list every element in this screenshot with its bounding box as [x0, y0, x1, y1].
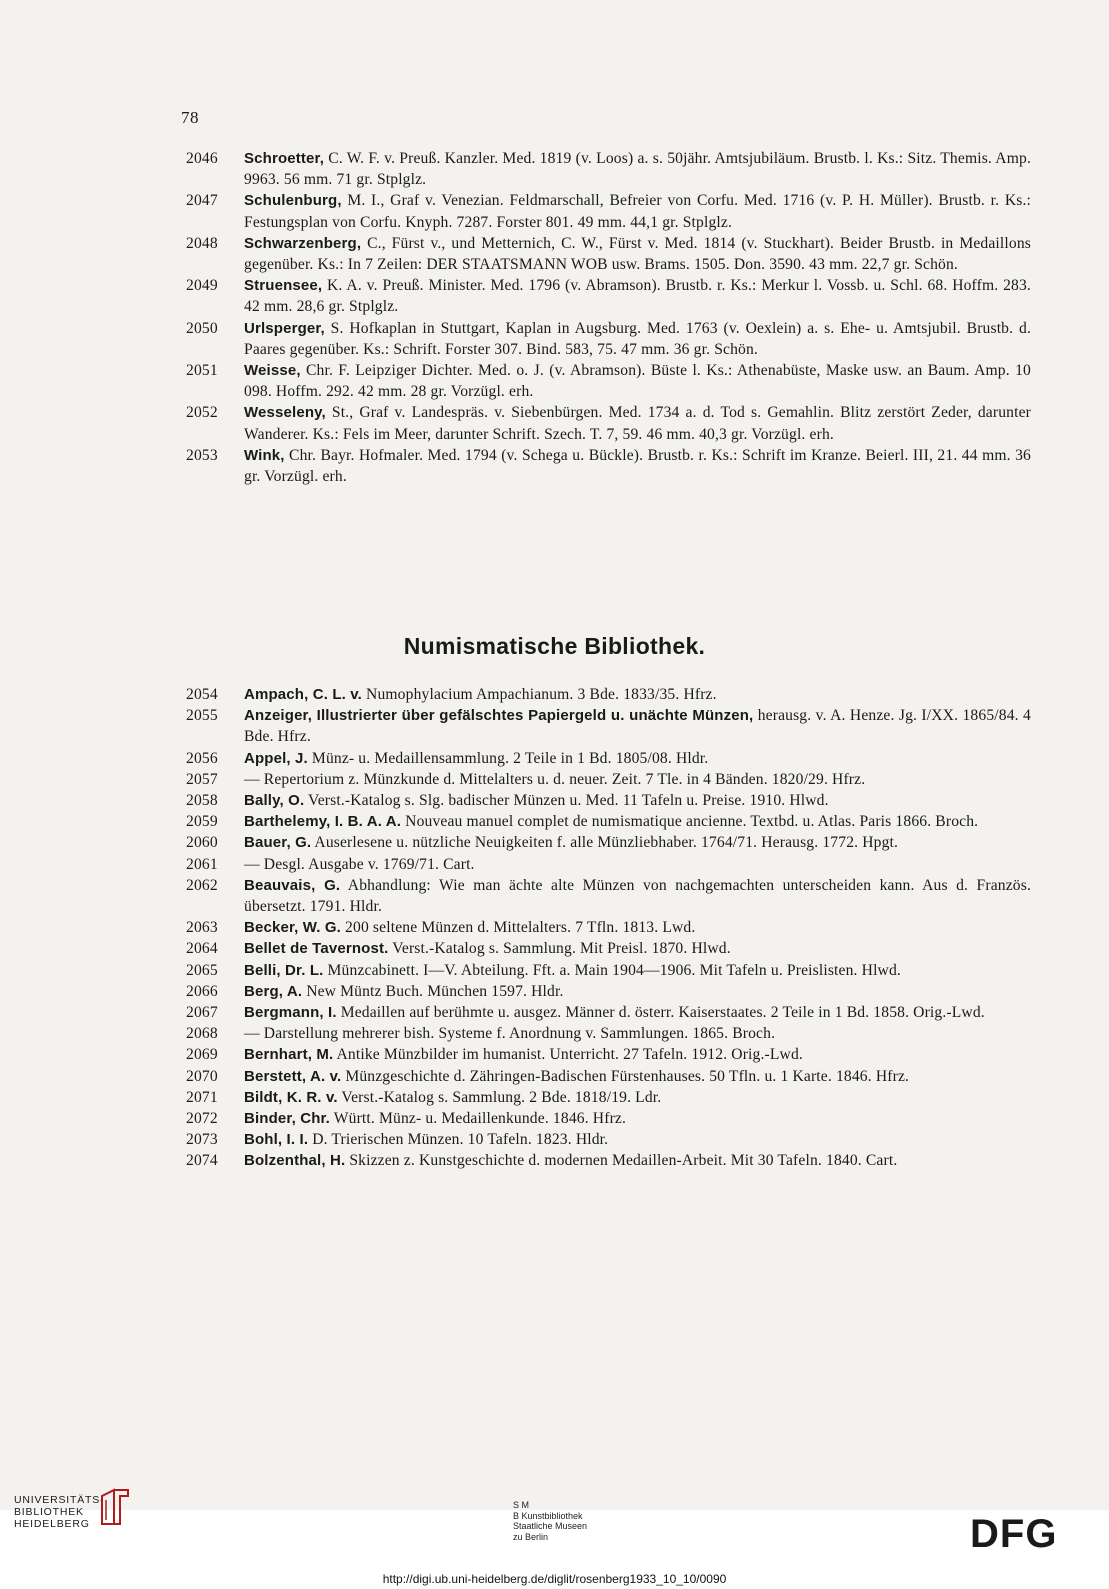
entry-number: 2059: [186, 813, 218, 831]
entry-description: Verst.-Katalog s. Sammlung. 2 Bde. 1818/19. Ldr.: [337, 1088, 662, 1106]
entry-number: 2049: [186, 277, 218, 295]
entry-number: 2056: [186, 749, 218, 767]
entry-number: 2064: [186, 940, 218, 958]
entry-name: Berg, A.: [244, 982, 303, 1000]
entry-description: Skizzen z. Kunstgeschichte d. modernen Medaillen-Arbeit. Mit 30 Tafeln. 1840. Cart.: [345, 1152, 898, 1170]
entry-name: Binder, Chr.: [244, 1110, 330, 1128]
entry-number: 2047: [186, 192, 218, 210]
entry-description: Chr. Bayr. Hofmaler. Med. 1794 (v. Schega u. Bückle). Brustb. r. Ks.: Schrift im Kranze. Beierl. III, 21. 44 mm. 36 gr. Vorzügl. erh.: [244, 446, 1031, 486]
entry-number: 2048: [186, 234, 218, 252]
entry-name: Struensee,: [244, 277, 323, 295]
entry-description: Münzgeschichte d. Zähringen-Badischen Fürstenhauses. 50 Tfln. u. 1 Karte. 1846. Hfrz.: [341, 1067, 910, 1085]
entry-number: 2061: [186, 855, 218, 873]
entry-name: Appel, J.: [244, 749, 308, 767]
catalog-entry: [186, 938, 1031, 959]
catalog-entry: [186, 917, 1031, 938]
entry-name: Schulenburg,: [244, 192, 342, 210]
entry-name: Bauer, G.: [244, 834, 312, 852]
catalog-entry: [186, 769, 1031, 790]
entry-number: 2072: [186, 1110, 218, 1128]
entry-number: 2055: [186, 707, 218, 725]
entry-name: Schroetter,: [244, 150, 325, 167]
smb-line-1: S M: [513, 1500, 530, 1510]
catalog-entry: [186, 275, 1031, 317]
entry-description: — Darstellung mehrerer bish. Systeme f. Anordnung v. Sammlungen. 1865. Broch.: [244, 1025, 776, 1043]
smb-line-3: Staatliche Museen: [513, 1521, 588, 1531]
entry-number: 2074: [186, 1152, 218, 1170]
entry-number: 2070: [186, 1067, 218, 1085]
catalog-entry: [186, 960, 1031, 981]
entry-name: Weisse,: [244, 362, 301, 380]
entry-name: Berstett, A. v.: [244, 1067, 342, 1085]
ub-logo-line-2: BIBLIOTHEK: [14, 1506, 84, 1518]
entry-description: — Repertorium z. Münzkunde d. Mittelalters u. d. neuer. Zeit. 7 Tle. in 4 Bänden. 1820/29. Hfrz.: [244, 770, 866, 788]
entry-description: D. Trierischen Münzen. 10 Tafeln. 1823. Hldr.: [308, 1131, 609, 1149]
entry-number: 2067: [186, 1004, 218, 1022]
entry-description: Numophylacium Ampachianum. 3 Bde. 1833/35. Hfrz.: [361, 686, 717, 703]
entry-description: K. A. v. Preuß. Minister. Med. 1796 (v. Abramson). Brustb. r. Ks.: Merkur l. Vossb. u. Schl. 68. Hoffm. 283. 42 mm. 28,6 gr. Stplglz.: [244, 277, 1031, 316]
entry-name: Bernhart, M.: [244, 1046, 334, 1064]
catalog-entry: [186, 705, 1031, 747]
smb-line-2: B Kunstbibliothek: [513, 1510, 583, 1521]
entry-number: 2051: [186, 362, 218, 380]
entry-number: 2057: [186, 770, 218, 788]
catalog-entry: [186, 1066, 1031, 1087]
entry-number: 2068: [186, 1025, 218, 1043]
ub-heidelberg-logo[interactable]: [14, 1494, 104, 1530]
entry-name: Bohl, I. I.: [244, 1131, 309, 1149]
page-number: 78: [181, 108, 199, 127]
smb-line-4: zu Berlin: [513, 1531, 549, 1542]
entry-number: 2066: [186, 982, 218, 1000]
catalog-entry: [186, 854, 1031, 875]
entry-description: Münzcabinett. I—V. Abteilung. Fft. a. Main 1904—1906. Mit Tafeln u. Preislisten. Hlwd.: [323, 961, 901, 979]
entry-description: New Müntz Buch. München 1597. Hldr.: [302, 982, 564, 1000]
entry-description: — Desgl. Ausgabe v. 1769/71. Cart.: [244, 855, 475, 873]
entry-list-medals: [186, 148, 1031, 487]
catalog-entry: [186, 684, 1031, 705]
catalog-entry: [186, 1108, 1031, 1129]
entry-description: Württ. Münz- u. Medaillenkunde. 1846. Hfrz.: [330, 1110, 627, 1128]
entry-name: Beauvais, G.: [244, 876, 341, 894]
ub-logo-line-3: HEIDELBERG: [14, 1518, 90, 1530]
entry-number: 2046: [186, 150, 218, 167]
entry-name: Bellet de Tavernost.: [244, 940, 389, 958]
entry-description: Abhandlung: Wie man ächte alte Münzen von nachgemachten unterscheiden kann. Aus d. Französ. übersetzt. 1791. Hldr.: [244, 876, 1031, 916]
entry-name: Bildt, K. R. v.: [244, 1088, 338, 1106]
catalog-entry: [186, 1150, 1031, 1171]
entry-number: 2062: [186, 876, 218, 894]
entry-number: 2058: [186, 792, 218, 810]
entry-description: Verst.-Katalog s. Sammlung. Mit Preisl. 1870. Hlwd.: [388, 940, 731, 958]
catalog-entry: [186, 1044, 1031, 1065]
entry-description: Medaillen auf berühmte u. ausgez. Männer d. österr. Kaiserstaates. 2 Teile in 1 Bd. 1858. Orig.-Lwd.: [336, 1004, 985, 1022]
entry-name: Bally, O.: [244, 792, 305, 810]
entry-number: 2054: [186, 686, 218, 703]
catalog-entry: [186, 811, 1031, 832]
catalog-entry: [186, 318, 1031, 360]
entry-description: Antike Münzbilder im humanist. Unterricht. 27 Tafeln. 1912. Orig.-Lwd.: [333, 1046, 803, 1064]
entry-number: 2069: [186, 1046, 218, 1064]
entry-description: M. I., Graf v. Venezian. Feldmarschall, Befreier von Corfu. Med. 1716 (v. P. H. Müller). Brustb. r. Ks.: Festungsplan von Corfu. Knyph. 7287. Forster 801. 49 mm. 44,1 gr. Stplglz.: [244, 192, 1031, 231]
entry-number: 2063: [186, 919, 218, 937]
ub-emblem-icon: [98, 1486, 134, 1528]
entry-description: Verst.-Katalog s. Slg. badischer Münzen u. Med. 11 Tafeln u. Preise. 1910. Hlwd.: [304, 792, 829, 810]
entry-name: Barthelemy, I. B. A. A.: [244, 813, 402, 831]
ub-logo-line-1: UNIVERSITÄTS-: [14, 1494, 105, 1506]
catalog-entry: [186, 402, 1031, 444]
catalog-entry: [186, 233, 1031, 275]
catalog-entry: [186, 190, 1031, 232]
entry-name: Wesseleny,: [244, 404, 326, 422]
entry-name: Wink,: [244, 446, 285, 464]
entry-description: S. Hofkaplan in Stuttgart, Kaplan in Augsburg. Med. 1763 (v. Oexlein) a. s. Ehe- u. Amtsjubil. Brustb. d. Paares gegenüber. Ks.: Schrift. Forster 307. Bind. 583, 75. 47 mm. 36 gr. Schön.: [244, 319, 1031, 358]
entry-number: 2050: [186, 319, 218, 337]
catalog-entry: [186, 832, 1031, 853]
catalog-entry: [186, 790, 1031, 811]
entry-number: 2071: [186, 1088, 218, 1106]
catalog-entry: [186, 445, 1031, 487]
smb-logo[interactable]: [513, 1500, 587, 1542]
entry-name: Urlsperger,: [244, 319, 325, 337]
catalog-entry: [186, 1129, 1031, 1150]
entry-description: C. W. F. v. Preuß. Kanzler. Med. 1819 (v. Loos) a. s. 50jähr. Amtsjubiläum. Brustb. l. Ks.: Sitz. Themis. Amp. 9963. 56 mm. 71 gr. Stplglz.: [244, 150, 1031, 189]
entry-description: herausg. v. A. Henze. Jg. I/XX. 1865/84. 4 Bde. Hfrz.: [244, 707, 1031, 746]
entry-number: 2073: [186, 1131, 218, 1149]
entry-description: 200 seltene Münzen d. Mittelalters. 7 Tfln. 1813. Lwd.: [341, 919, 696, 937]
entry-description: Auserlesene u. nützliche Neuigkeiten f. alle Münzliebhaber. 1764/71. Herausg. 1772. Hpgt.: [311, 834, 899, 852]
catalog-entry: [186, 1087, 1031, 1108]
catalog-entry: [186, 1002, 1031, 1023]
entry-number: 2060: [186, 834, 218, 852]
entry-name: Bergmann, I.: [244, 1004, 337, 1022]
entry-description: Chr. F. Leipziger Dichter. Med. o. J. (v. Abramson). Büste l. Ks.: Athenabüste, Maske usw. an Baum. Amp. 10 098. Hoffm. 292. 42 mm. 28 gr. Vorzügl. erh.: [244, 362, 1031, 401]
entry-name: Belli, Dr. L.: [244, 961, 324, 979]
catalog-entry: [186, 981, 1031, 1002]
entry-name: Anzeiger, Illustrierter über gefälschtes Papiergeld u. unächte Münzen,: [244, 707, 754, 725]
catalog-entry: [186, 748, 1031, 769]
entry-description: Münz- u. Medaillensammlung. 2 Teile in 1 Bd. 1805/08. Hldr.: [307, 749, 709, 767]
entry-name: Bolzenthal, H.: [244, 1152, 346, 1170]
catalog-entry: [186, 360, 1031, 402]
entry-description: St., Graf v. Landespräs. v. Siebenbürgen. Med. 1734 a. d. Tod s. Gemahlin. Blitz zerstört Zeder, darunter Wanderer. Ks.: Fels im Meer, darunter Schrift. Szech. T. 7, 59. 46 mm. 40,3 gr. Vorzügl. erh.: [244, 404, 1031, 443]
entry-number: 2052: [186, 404, 218, 422]
entry-name: Becker, W. G.: [244, 919, 341, 937]
entry-number: 2053: [186, 446, 218, 464]
catalog-entry: [186, 1023, 1031, 1044]
dfg-logo[interactable]: DFG: [970, 1512, 1058, 1556]
entry-description: Nouveau manuel complet de numismatique ancienne. Textbd. u. Atlas. Paris 1866. Broch.: [401, 813, 979, 831]
entry-number: 2065: [186, 961, 218, 979]
catalog-entry: [186, 875, 1031, 917]
entry-description: C., Fürst v., und Metternich, C. W., Fürst v. Med. 1814 (v. Stuckhart). Beider Brustb. in Medaillons gegenüber. Ks.: In 7 Zeilen: DER STAATSMANN WOB usw. Brams. 1505. Don. 3590. 43 mm. 22,7 gr. Schön.: [244, 234, 1031, 274]
permalink-url[interactable]: http://digi.ub.uni-heidelberg.de/diglit/rosenberg1933_10_10/0090: [382, 1572, 727, 1586]
entry-name: Schwarzenberg,: [244, 234, 362, 252]
entry-list-library: [186, 684, 1031, 1172]
section-heading: Numismatische Bibliothek.: [403, 633, 706, 659]
entry-name: Ampach, C. L. v.: [244, 686, 362, 703]
catalog-entry: [186, 148, 1031, 190]
